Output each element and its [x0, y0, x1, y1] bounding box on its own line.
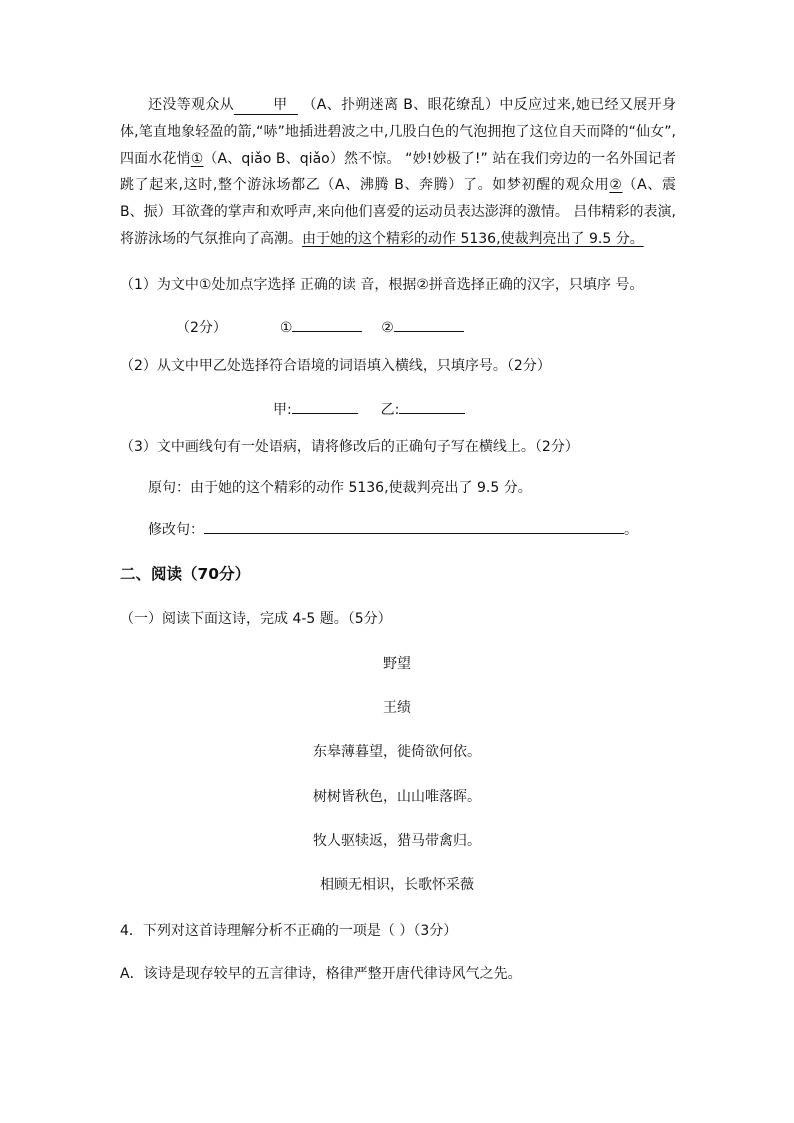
answer-blank-2[interactable] — [394, 315, 464, 332]
question-3-text: （3）文中画线句有一处语病，请将修改后的正确句子写在横线上。（2分） — [120, 439, 579, 455]
revised-sentence-row — [148, 517, 638, 539]
passage-paragraph — [120, 92, 676, 253]
revised-answer-blank[interactable] — [204, 517, 624, 534]
passage-text-2: （A、扑朔迷离 B、眼花缭乱）中反应过来,她已经又展开身体,笔直地象轻盈的箭,“哧”地插进碧波之中,几股白色的气泡拥抱了这位自天而降的“仙女”,四面水花悄 — [120, 97, 676, 167]
passage-text-4: （A、震 B、振）耳欲聋的掌声和欢呼声,来向他们喜爱的运动员表达澎湃的激情。 吕伟精彩的表演,将游泳场的气氛推向了高潮。 — [120, 177, 676, 247]
marker-2: ② — [609, 177, 623, 194]
question-1-text: （1）为文中①处加点字选择 正确的读 音，根据②拼音选择正确的汉字，只填序 号。 — [120, 277, 644, 293]
underlined-sentence: 由于她的这个精彩的动作 5136,使裁判亮出了 9.5 分。 — [302, 230, 644, 247]
poem-line-4: 相顾无相识，长歌怀采薇 — [320, 877, 474, 893]
poem-line-3: 牧人驱犊返，猎马带禽归。 — [313, 833, 481, 849]
answer-label-1: ① — [279, 320, 293, 336]
question-1-score: （2分） — [176, 320, 227, 336]
passage-text-3: （A、qiǎo B、qiǎo）然不惊。 “妙!妙极了!” 站在我们旁边的一名外国记者跳了起来,这时,整个游泳场都乙（A、沸腾 B、奔腾）了。如梦初醒的观众用 — [120, 150, 676, 194]
question-2-answer-row — [273, 397, 465, 419]
poem-author: 王绩 — [383, 700, 411, 716]
question-2-text: （2）从文中甲乙处选择符合语境的词语填入横线，只填序号。（2分） — [120, 358, 551, 374]
marker-1: ① — [190, 150, 204, 167]
section-2-heading: 二、阅读（70分） — [120, 565, 251, 583]
poem-line-1: 东皋薄暮望，徙倚欲何依。 — [313, 744, 481, 760]
answer-blank-yi[interactable] — [399, 397, 465, 414]
revised-label: 修改句： — [148, 522, 204, 538]
answer-label-jia: 甲: — [273, 402, 292, 418]
revised-end-mark: 。 — [624, 522, 638, 538]
blank-jia: 甲 — [234, 96, 298, 115]
answer-blank-jia[interactable] — [292, 397, 358, 414]
section-2-subheading: （一）阅读下面这诗，完成 4-5 题。（5分） — [120, 611, 392, 627]
original-sentence: 原句：由于她的这个精彩的动作 5136,使裁判亮出了 9.5 分。 — [148, 480, 532, 496]
answer-label-2: ② — [381, 320, 394, 336]
question-4-stem: 4．下列对这首诗理解分析不正确的一项是（ ）（3分） — [120, 923, 458, 939]
question-4-option-a: A．该诗是现存较早的五言律诗，格律严整开唐代律诗风气之先。 — [120, 966, 522, 982]
question-1-answer-row — [176, 315, 464, 337]
answer-blank-1[interactable] — [292, 315, 362, 332]
answer-label-yi: 乙: — [380, 402, 400, 418]
poem-title: 野望 — [383, 656, 411, 672]
poem-line-2: 树树皆秋色，山山唯落晖。 — [313, 789, 481, 805]
passage-text-1: 还没等观众从 — [148, 97, 235, 113]
